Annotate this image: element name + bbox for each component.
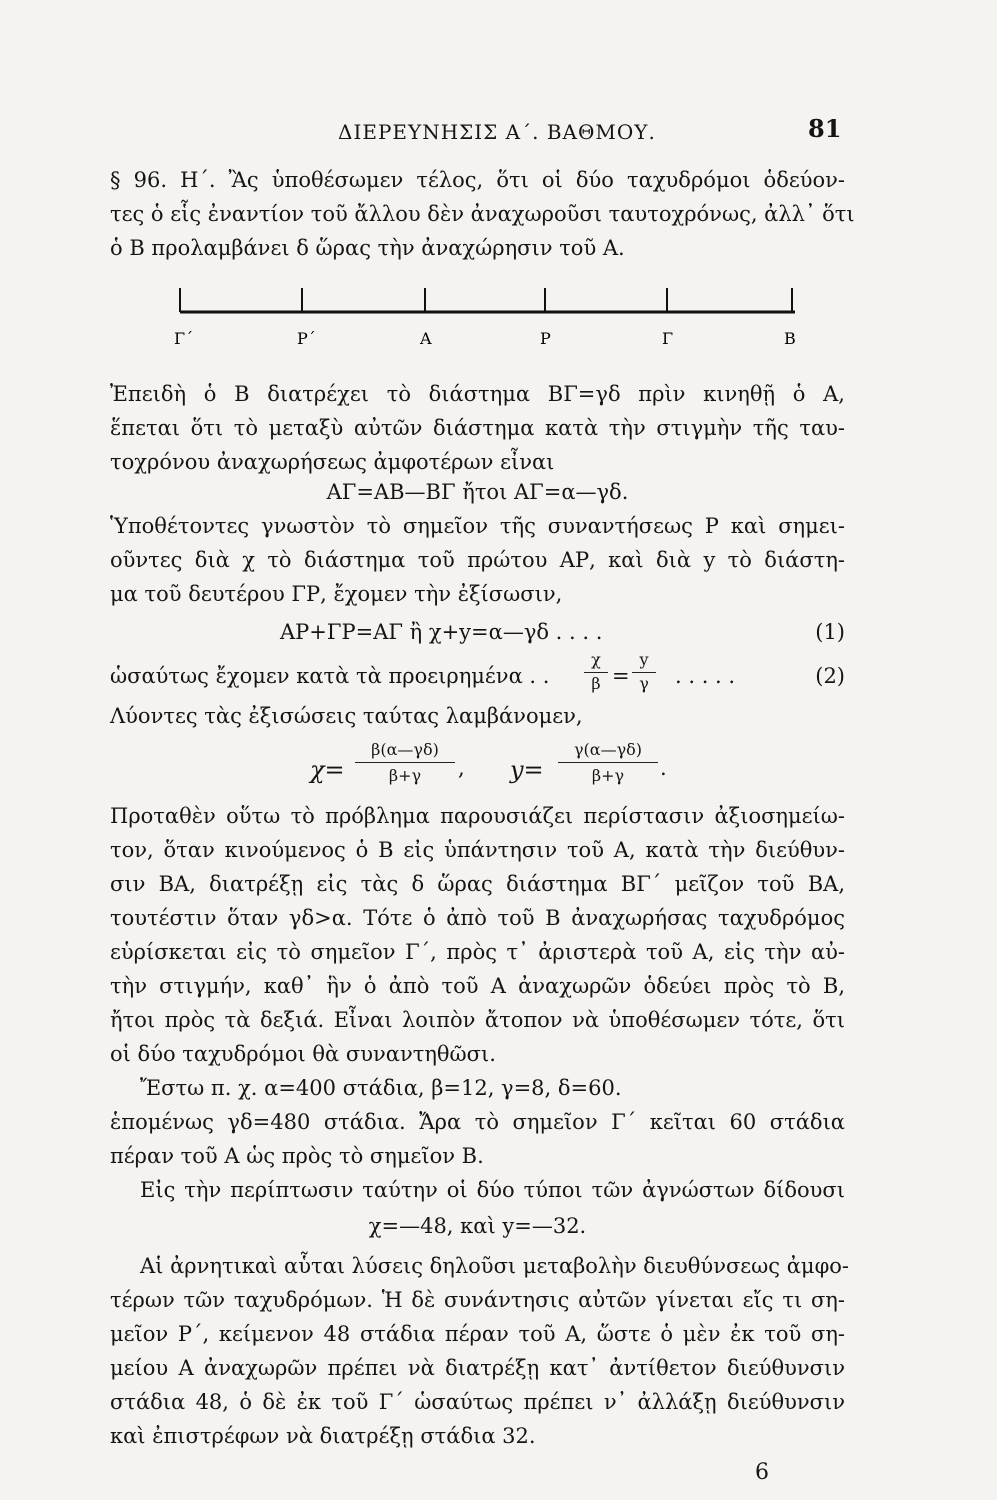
page-number: 81	[808, 114, 842, 143]
equation: χ=—48, καὶ y=—32.	[368, 1214, 587, 1238]
text-line: Ἐπειδὴ ὁ Β διατρέχει τὸ διάστημα ΒΓ=γδ πρὶν κινηθῇ ὁ Α,	[110, 382, 845, 406]
solution-x-numerator: β(α—γδ)	[371, 740, 439, 759]
solution-x-denominator: β+γ	[388, 766, 422, 785]
separator: ,	[458, 756, 465, 780]
fraction-numerator: χ	[591, 650, 601, 669]
point-label: Ρ΄	[297, 329, 316, 348]
text-line: εὑρίσκεται εἰς τὸ σημεῖον Γ΄, πρὸς τ᾽ ἀριστερὰ τοῦ Α, εἰς τὴν αὐ-	[110, 940, 845, 964]
solution-y-lhs: y=	[510, 756, 544, 784]
text-line: Αἱ ἀρνητικαὶ αὗται λύσεις δηλοῦσι μεταβολὴν διευθύνσεως ἀμφο-	[140, 1254, 850, 1278]
equation-2	[110, 650, 845, 704]
fraction-bar	[584, 672, 608, 673]
equation-number: (2)	[815, 664, 845, 688]
text-line: τουτέστιν ὅταν γδ>α. Τότε ὁ ἀπὸ τοῦ Β ἀναχωρήσας ταχυδρόμος	[110, 906, 845, 930]
fraction-numerator: y	[639, 650, 649, 669]
text-line: στάδια 48, ὁ δὲ ἐκ τοῦ Γ΄ ὡσαύτως πρέπει ν᾽ ἀλλάξῃ διεύθυνσιν	[110, 1390, 845, 1414]
text-line: Ὑποθέτοντες γνωστὸν τὸ σημεῖον τῆς συναντήσεως Ρ καὶ σημει-	[110, 514, 845, 538]
running-head: ΔΙΕΡΕΥΝΗΣΙΣ Α΄. ΒΑΘΜΟΥ.	[338, 120, 656, 144]
point-label: Α	[420, 329, 432, 348]
text-line: πέραν τοῦ Α ὡς πρὸς τὸ σημεῖον Β.	[110, 1144, 484, 1168]
text-line: τον, ὅταν κινούμενος ὁ Β εἰς ὑπάντησιν τοῦ Α, κατὰ τὴν διεύθυν-	[110, 838, 845, 862]
text-line: σιν ΒΑ, διατρέξῃ εἰς τὰς δ ὥρας διάστημα ΒΓ΄ μεῖζον τοῦ ΒΑ,	[110, 872, 845, 896]
text-line: οῦντες διὰ χ τὸ διάστημα τοῦ πρώτου ΑΡ, καὶ διὰ y τὸ διάστη-	[110, 548, 845, 572]
solution-x-lhs: χ=	[310, 756, 345, 784]
point-label: Β	[784, 329, 796, 348]
text-line: μείου Α ἀναχωρῶν πρέπει νὰ διατρέξῃ κατ᾽ ἀντίθετον διεύθυνσιν	[110, 1356, 845, 1380]
equation-1-body: ΑΡ+ΓΡ=ΑΓ ἢ χ+y=α—γδ . . . .	[280, 620, 603, 644]
point-label: Γ΄	[174, 329, 194, 348]
solution-formulas	[110, 742, 845, 792]
period: .	[660, 756, 667, 780]
text-line: ὁ Β προλαμβάνει δ ὥρας τὴν ἀναχώρησιν τοῦ Α.	[110, 236, 625, 260]
equation: ΑΓ=ΑΒ—ΒΓ ἤτοι ΑΓ=α—γδ.	[326, 480, 629, 504]
text-line: τοχρόνου ἀναχωρήσεως ἀμφοτέρων εἶναι	[110, 450, 555, 474]
text-line: ἑπομένως γδ=480 στάδια. Ἄρα τὸ σημεῖον Γ΄ κεῖται 60 στάδια	[110, 1110, 845, 1134]
text-line: Προταθὲν οὕτω τὸ πρόβλημα παρουσιάζει περίστασιν ἀξιοσημείω-	[110, 804, 845, 828]
page-header	[0, 114, 997, 150]
equals-sign: =	[612, 664, 630, 688]
text-line: τέρων τῶν ταχυδρόμων. Ἡ δὲ συνάντησις αὐτῶν γίνεται εἴς τι ση-	[110, 1288, 845, 1312]
fraction-bar	[558, 762, 658, 763]
fraction-bar	[632, 672, 656, 673]
text-line: τες ὁ εἷς ἐναντίον τοῦ ἄλλου δὲν ἀναχωροῦσι ταυτοχρόνως, ἀλλ᾽ ὅτι	[110, 202, 855, 226]
point-label: Γ	[662, 329, 674, 348]
text-line: μεῖον Ρ΄, κείμενον 48 στάδια πέραν τοῦ Α, ὥστε ὁ μὲν ἐκ τοῦ ση-	[110, 1322, 845, 1346]
printer-signature: 6	[755, 1460, 769, 1485]
solution-y-denominator: β+γ	[591, 766, 625, 785]
text-line: Ἔστω π. χ. α=400 στάδια, β=12, γ=8, δ=60.	[140, 1076, 622, 1100]
equation-2-dots: . . . . .	[675, 664, 736, 688]
point-label: Ρ	[540, 329, 551, 348]
text-line: Λύοντες τὰς ἐξισώσεις ταύτας λαμβάνομεν,	[110, 704, 583, 728]
text-line: οἱ δύο ταχυδρόμοι θὰ συναντηθῶσι.	[110, 1042, 496, 1066]
equation-2-text: ὡσαύτως ἔχομεν κατὰ τὰ προειρημένα . .	[110, 664, 550, 688]
solution-y-numerator: γ(α—γδ)	[573, 740, 643, 759]
equation-number: (1)	[815, 620, 845, 644]
text-line: Εἰς τὴν περίπτωσιν ταύτην οἱ δύο τύποι τῶν ἀγνώστων δίδουσι	[140, 1178, 845, 1202]
fraction-denominator: γ	[639, 674, 649, 693]
text-line: καὶ ἐπιστρέφων νὰ διατρέξῃ στάδια 32.	[110, 1424, 536, 1448]
text-line: ἕπεται ὅτι τὸ μεταξὺ αὐτῶν διάστημα κατὰ τὴν στιγμὴν τῆς ταυ-	[110, 416, 845, 440]
fraction-denominator: β	[591, 674, 601, 693]
text-line: ἤτοι πρὸς τὰ δεξιά. Εἶναι λοιπὸν ἄτοπον νὰ ὑποθέσωμεν τότε, ὅτι	[110, 1008, 845, 1032]
fraction-bar	[355, 762, 455, 763]
text-line: μα τοῦ δευτέρου ΓΡ, ἔχομεν τὴν ἐξίσωσιν,	[110, 582, 563, 606]
text-line: τὴν στιγμήν, καθ᾽ ἣν ὁ ἀπὸ τοῦ Α ἀναχωρῶν ὁδεύει πρὸς τὸ Β,	[110, 974, 845, 998]
line-diagram	[170, 282, 810, 352]
text-line: § 96. Η΄. Ἂς ὑποθέσωμεν τέλος, ὅτι οἱ δύο ταχυδρόμοι ὁδεύον-	[110, 168, 845, 192]
